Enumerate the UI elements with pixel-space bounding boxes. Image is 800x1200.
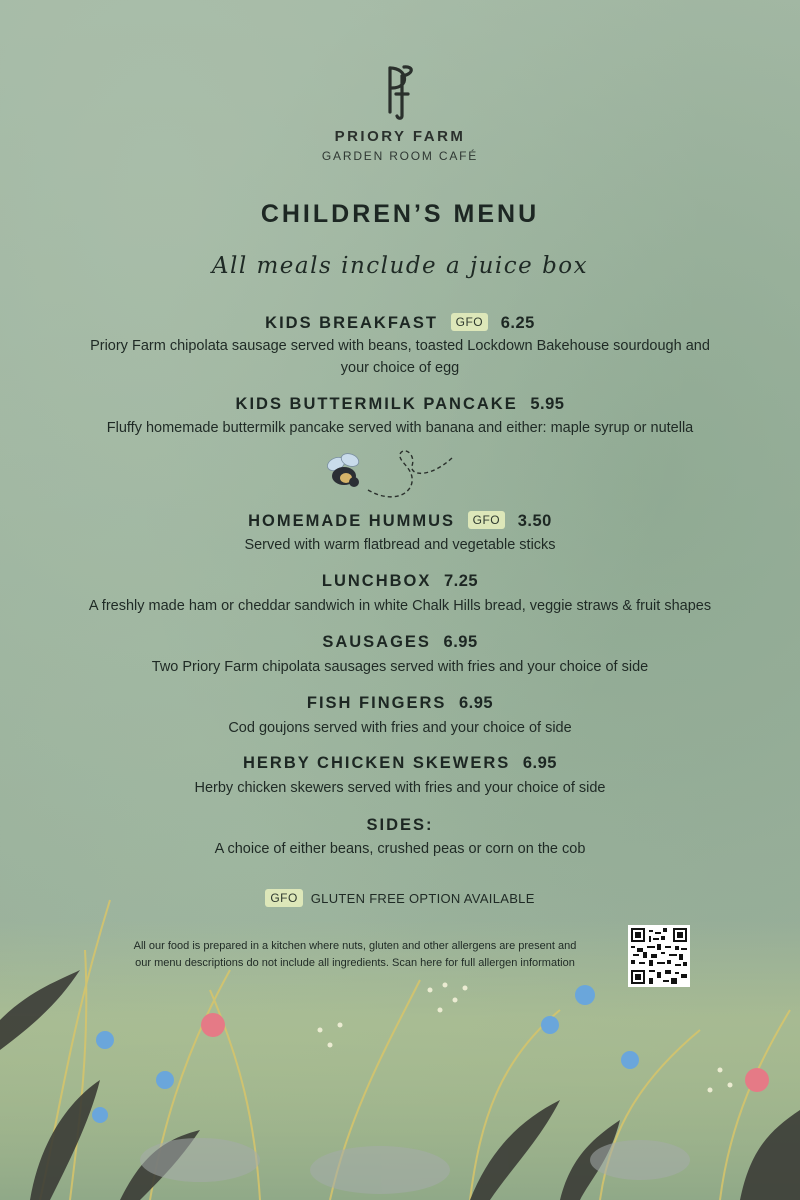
item-title — [0, 754, 800, 773]
item-price: 6.95 — [458, 694, 494, 712]
item-description: Served with warm flatbread and vegetable sticks — [244, 537, 556, 553]
logo — [0, 62, 800, 120]
pf-monogram-icon — [380, 62, 420, 120]
item-name: HERBY CHICKEN SKEWERS — [243, 754, 511, 772]
bee-decoration — [0, 448, 800, 508]
item-name: LUNCHBOX — [321, 572, 432, 590]
menu-item — [0, 694, 800, 713]
gfo-badge: GFO — [265, 889, 303, 907]
menu-item — [0, 572, 800, 591]
item-price: 3.50 — [517, 512, 552, 530]
menu-item — [0, 816, 800, 835]
brand-name: PRIORY FARM — [334, 128, 466, 145]
allergen-line: our menu descriptions do not include all ingredients. Scan here for full allergen information — [135, 957, 575, 969]
item-name: FISH FINGERS — [306, 694, 447, 712]
brand-subtitle: GARDEN ROOM CAFÉ — [321, 149, 479, 163]
menu-item — [0, 633, 800, 652]
item-price: 7.25 — [443, 572, 479, 590]
menu-title: CHILDREN’S MENU — [260, 200, 540, 228]
item-title — [0, 511, 800, 531]
tagline: All meals include a juice box — [211, 253, 589, 279]
item-price: 6.95 — [522, 754, 557, 772]
item-price: 5.95 — [530, 395, 565, 413]
item-description: A choice of either beans, crushed peas or corn on the cob — [214, 841, 586, 857]
gfo-badge: GFO — [468, 511, 506, 529]
item-title — [0, 395, 800, 414]
item-description: Herby chicken skewers served with fries and your choice of side — [194, 780, 606, 796]
item-description: A freshly made ham or cheddar sandwich in white Chalk Hills bread, veggie straws & fruit shapes — [88, 598, 712, 614]
item-price: 6.95 — [443, 633, 478, 651]
item-description: Priory Farm chipolata sausage served with beans, toasted Lockdown Bakehouse sourdough and your choice of egg — [90, 338, 710, 376]
item-title — [0, 572, 800, 591]
menu-item — [0, 395, 800, 414]
qr-code-icon[interactable] — [628, 925, 690, 987]
item-description: Cod goujons served with fries and your choice of side — [228, 720, 572, 736]
menu-item — [0, 754, 800, 773]
item-description: Fluffy homemade buttermilk pancake served with banana and either: maple syrup or nutella — [106, 420, 694, 436]
gfo-note-text: GLUTEN FREE OPTION AVAILABLE — [310, 891, 535, 906]
menu-item — [0, 313, 800, 333]
item-title — [0, 816, 800, 835]
item-name: SAUSAGES — [322, 633, 431, 651]
menu-item — [0, 511, 800, 531]
item-name: KIDS BUTTERMILK PANCAKE — [235, 395, 518, 413]
qr-code-pattern — [631, 928, 687, 984]
item-description: Two Priory Farm chipolata sausages served with fries and your choice of side — [151, 659, 649, 675]
gfo-badge: GFO — [451, 313, 489, 331]
item-title — [0, 694, 800, 713]
item-price: 6.25 — [500, 314, 535, 332]
item-name: HOMEMADE HUMMUS — [248, 512, 456, 530]
item-name: KIDS BREAKFAST — [265, 314, 439, 332]
meadow-illustration — [0, 860, 800, 1200]
allergen-line: All our food is prepared in a kitchen where nuts, gluten and other allergens are present and — [133, 940, 577, 952]
item-title — [0, 313, 800, 333]
bee-icon — [320, 448, 480, 508]
gfo-note — [0, 889, 800, 907]
item-title — [0, 633, 800, 652]
allergen-info — [100, 938, 610, 972]
item-name: SIDES: — [366, 816, 434, 834]
